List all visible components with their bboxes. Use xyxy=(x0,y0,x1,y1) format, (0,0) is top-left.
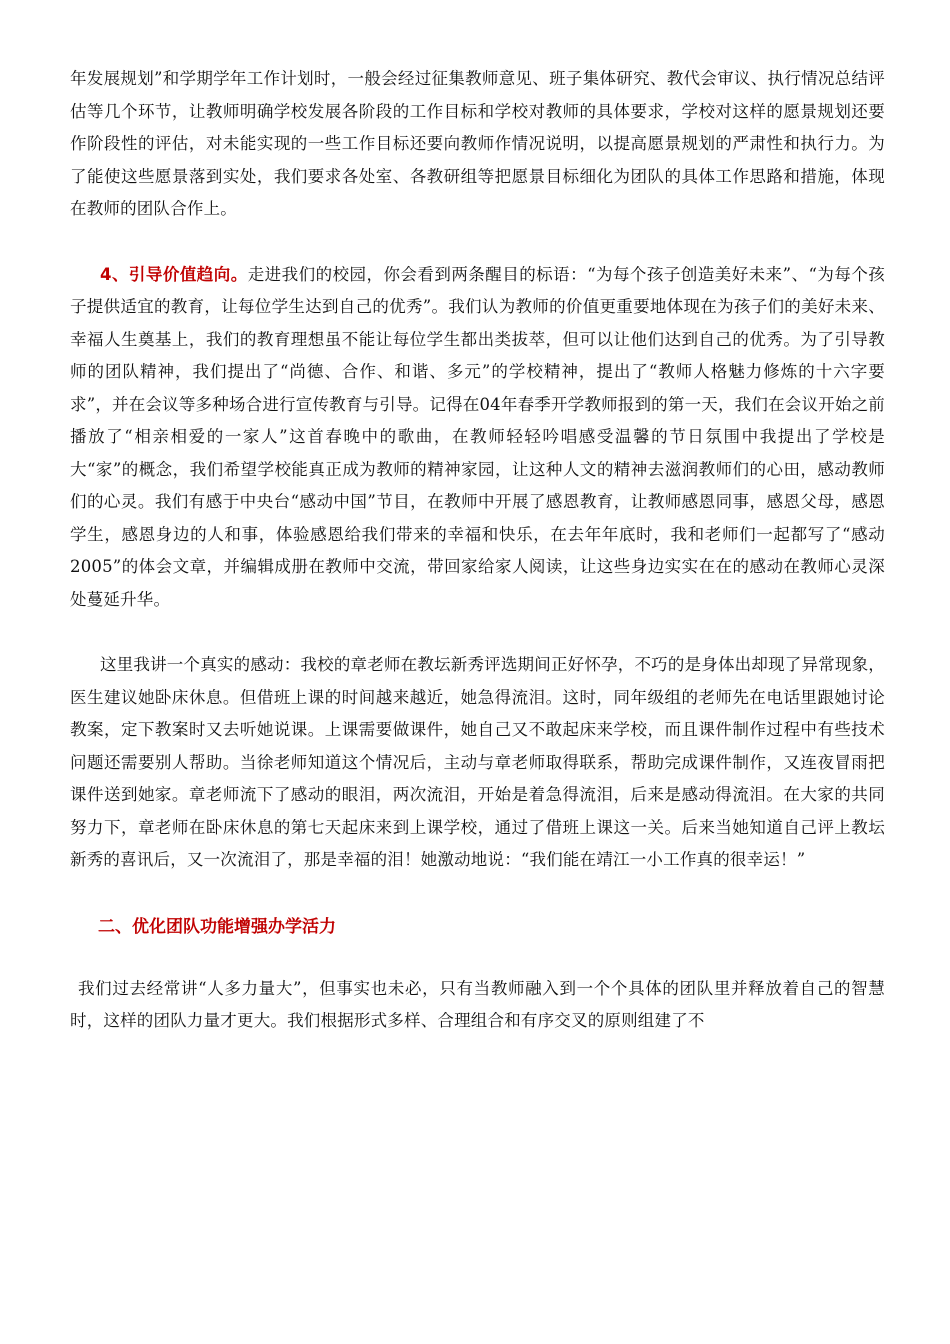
paragraph-value-orientation-body: 走进我们的校园，你会看到两条醒目的标语：“为每个孩子创造美好未来”、“为每个孩子提供适宜的教育，让每位学生达到自己的优秀”。我们认为教师的价值更重要地体现在为孩子们的美好未来、幸福人生奠基上，我们的教育理想虽不能让每位学生都出类拔萃，但可以让他们达到自己的优秀。为了引导教师的团队精神，我们提出了“尚德、合作、和谐、多元”的学校精神，提出了“教师人格魅力修炼的十六字要求”，并在会议等多种场合进行宣传教育与引导。记得在04年春季开学教师报到的第一天，我们在会议开始之前播放了“相亲相爱的一家人”这首春晚中的歌曲，在教师轻轻吟唱感受温馨的节日氛围中我提出了学校是大“家”的概念，我们希望学校能真正成为教师的精神家园，让这种人文的精神去滋润教师们的心田，感动教师们的心灵。我们有感于中央台“感动中国”节目，在教师中开展了感恩教育，让教师感恩同事，感恩父母，感恩学生，感恩身边的人和事，体验感恩给我们带来的幸福和快乐，在去年年底时，我和老师们一起都写了“感动 2005”的体会文章，并编辑成册在教师中交流，带回家给家人阅读，让这些身边实实在在的感动在教师心灵深处蔓延升华。 xyxy=(70,264,886,609)
paragraph-true-story: 这里我讲一个真实的感动：我校的章老师在教坛新秀评选期间正好怀孕，不巧的是身体出却现了异常现象，医生建议她卧床休息。但借班上课的时间越来越近，她急得流泪。这时，同年级组的老师先在电话里跟她讨论教案，定下教案时又去听她说课。上课需要做课件，她自己又不敢起床来学校，而且课件制作过程中有些技术问题还需要别人帮助。当徐老师知道这个情况后，主动与章老师取得联系，帮助完成课件制作，又连夜冒雨把课件送到她家。章老师流下了感动的眼泪，两次流泪，开始是着急得流泪，后来是感动得流泪。在大家的共同努力下，章老师在卧床休息的第七天起床来到上课学校，通过了借班上课这一关。后来当她知道自己评上教坛新秀的喜讯后，又一次流泪了，那是幸福的泪！她激动地说：“我们能在靖江一小工作真的很幸运！” xyxy=(70,655,885,869)
section-heading-team-function: 二、优化团队功能增强办学活力 xyxy=(98,916,336,937)
document-page xyxy=(70,63,885,1038)
paragraph-team-strength: 我们过去经常讲“人多力量大”，但事实也未必，只有当教师融入到一个个具体的团队里并释放着自己的智慧时，这样的团队力量才更大。我们根据形式多样、合理组合和有序交叉的原则组建了不 xyxy=(70,978,885,1030)
section-lead-value-orientation: 4、引导价值趋向。 xyxy=(100,264,248,284)
paragraph-vision-planning: 年发展规划”和学期学年工作计划时，一般会经过征集教师意见、班子集体研究、教代会审议、执行情况总结评估等几个环节，让教师明确学校发展各阶段的工作目标和学校对教师的具体要求，学校对这样的愿景规划还要作阶段性的评估，对未能实现的一些工作目标还要向教师作情况说明，以提高愿景规划的严肃性和执行力。为了能使这些愿景落到实处，我们要求各处室、各教研组等把愿景目标细化为团队的具体工作思路和措施，体现在教师的团队合作上。 xyxy=(70,69,885,218)
paragraph-value-orientation xyxy=(70,259,885,617)
